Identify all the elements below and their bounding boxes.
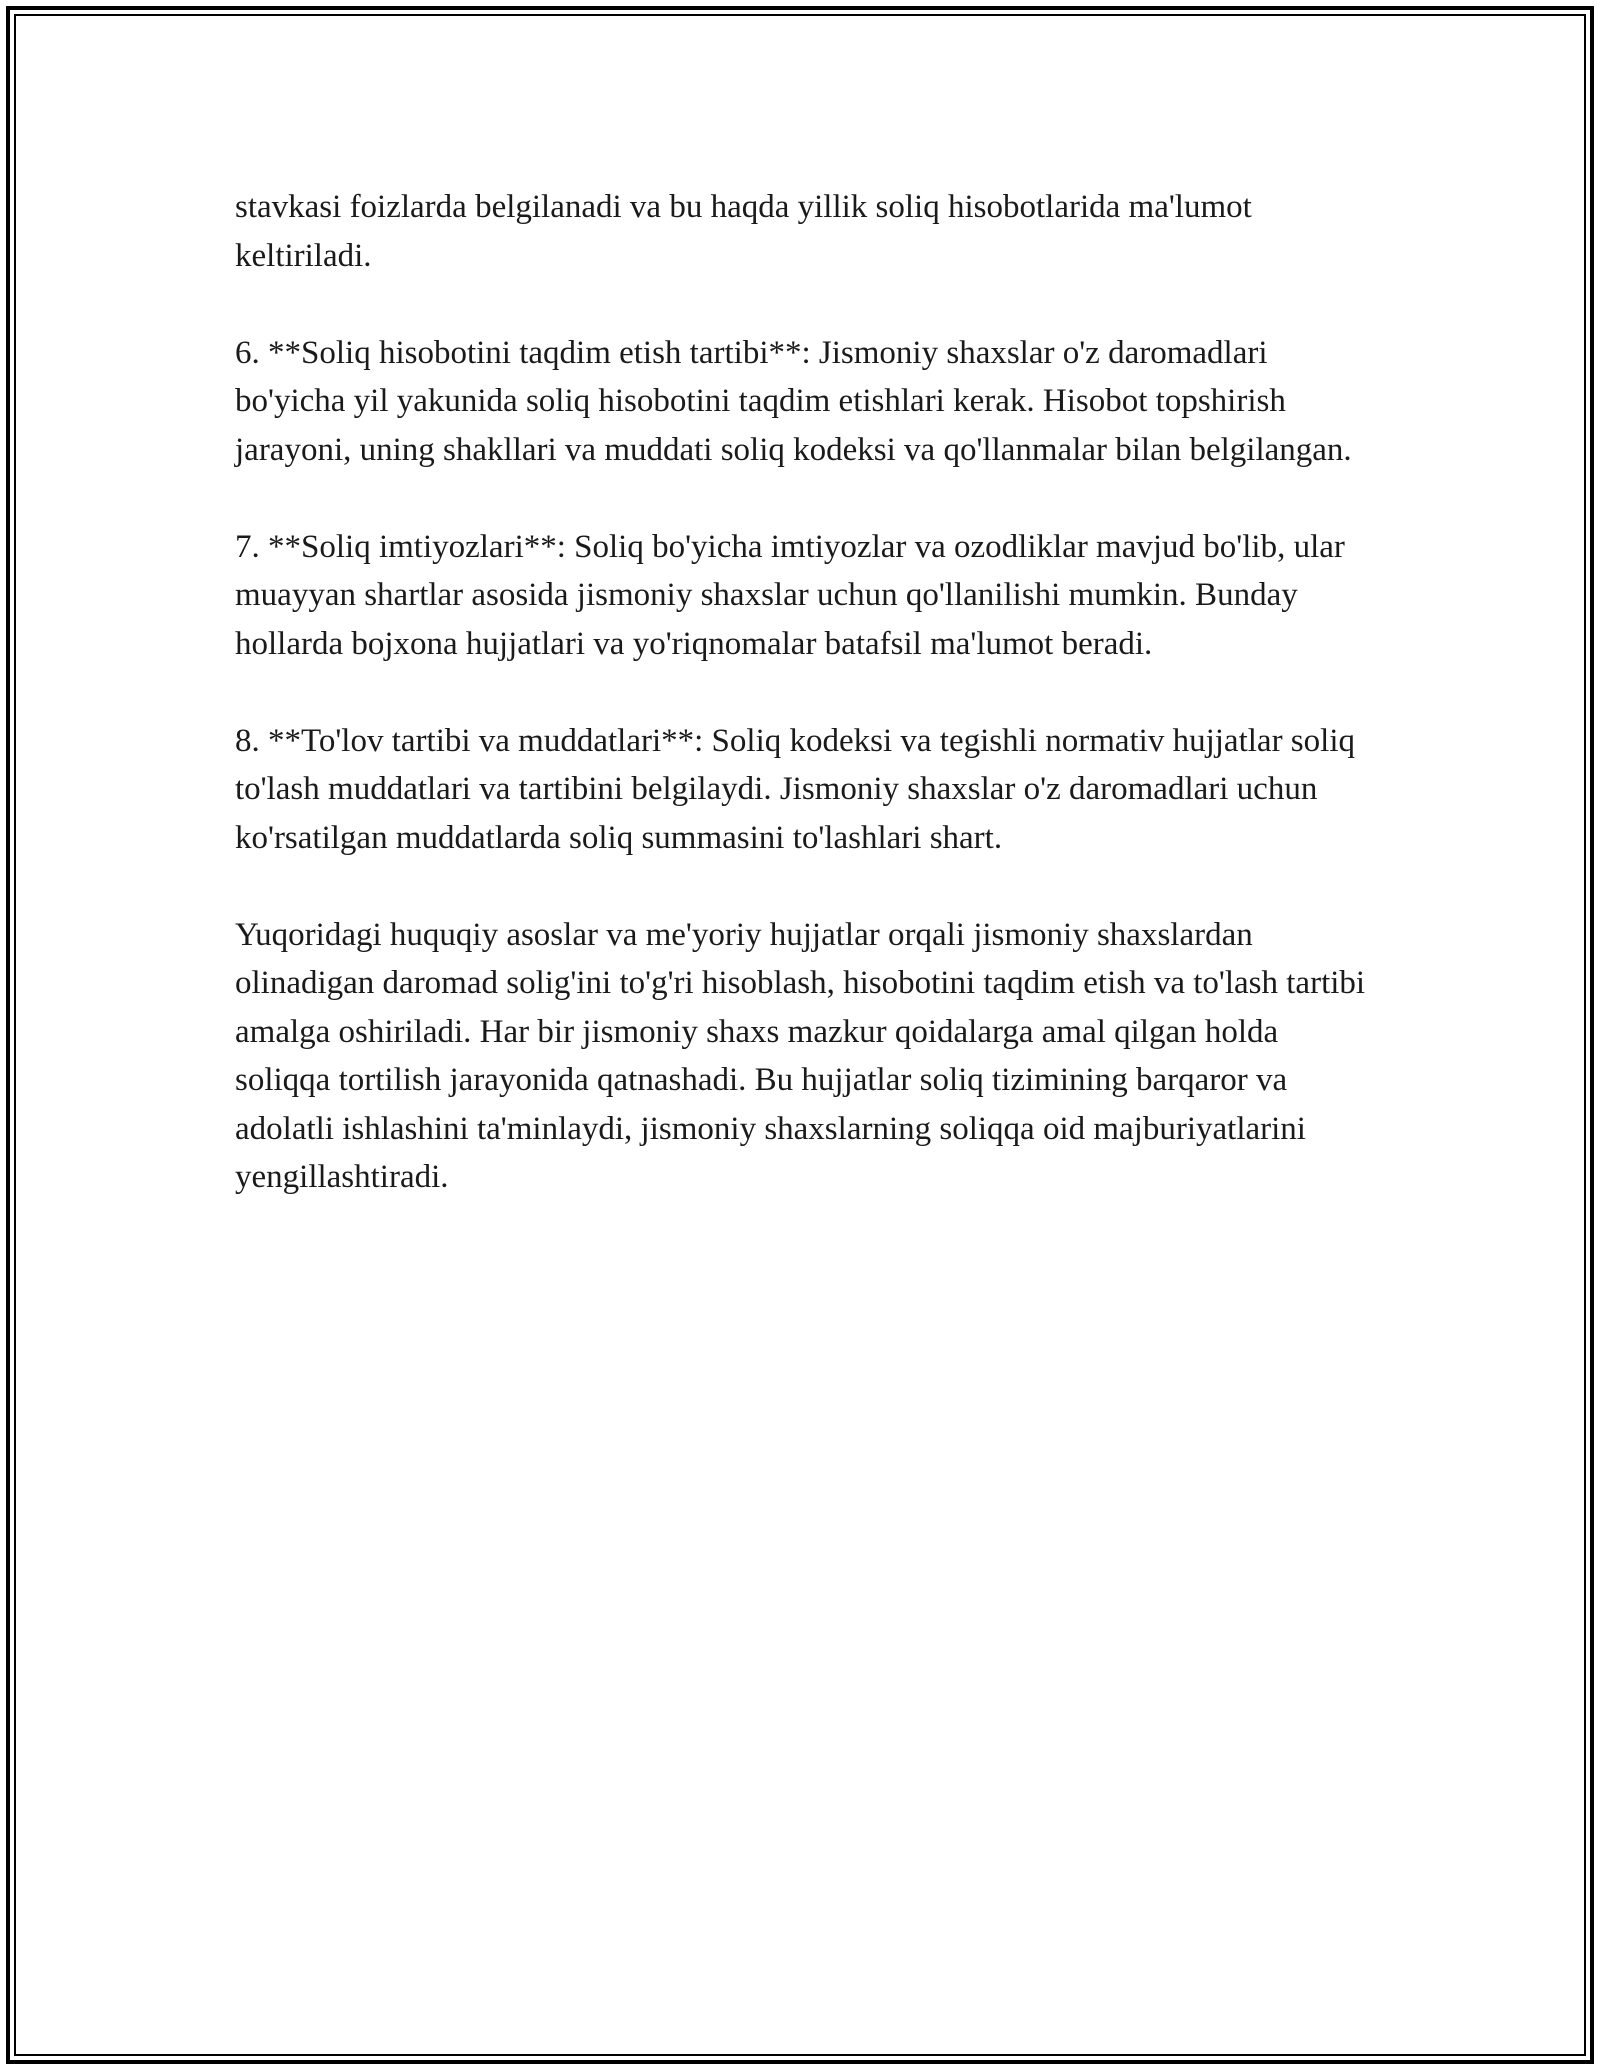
paragraph-item-6: 6. **Soliq hisobotini taqdim etish tartibi**: Jismoniy shaxslar o'z daromadlari bo'yicha yil yakunida soliq hisobotini taqdim etishlari kerak. Hisobot topshirish jarayoni, uning shakllari va muddati soliq kodeksi va qo'llanmalar bilan belgilangan. bbox=[235, 334, 1352, 468]
paragraph-continuation: stavkasi foizlarda belgilanadi va bu haqda yillik soliq hisobotlarida ma'lumot keltiriladi. bbox=[235, 189, 1252, 274]
paragraph-item-7: 7. **Soliq imtiyozlari**: Soliq bo'yicha imtiyozlar va ozodliklar mavjud bo'lib, ular muayyan shartlar asosida jismoniy shaxslar uchun qo'llanilishi mumkin. Bunday hollarda bojxona hujjatlari va yo'riqnomalar batafsil ma'lumot beradi. bbox=[235, 528, 1345, 662]
paragraph-conclusion: Yuqoridagi huquqiy asoslar va me'yoriy hujjatlar orqali jismoniy shaxslardan olinadigan daromad solig'ini to'g'ri hisoblash, hisobotini taqdim etish va to'lash tartibi amalga oshiriladi. Har bir jismoniy shaxs mazkur qoidalarga amal qilgan holda soliqqa tortilish jarayonida qatnashadi. Bu hujjatlar soliq tizimining barqaror va adolatli ishlashini ta'minlaydi, jismoniy shaxslarning soliqqa oid majburiyatlarini yengillashtiradi. bbox=[235, 916, 1366, 1195]
document-body bbox=[235, 183, 1375, 1202]
paragraph-item-8: 8. **To'lov tartibi va muddatlari**: Soliq kodeksi va tegishli normativ hujjatlar soliq to'lash muddatlari va tartibini belgilaydi. Jismoniy shaxslar o'z daromadlari uchun ko'rsatilgan muddatlarda soliq summasini to'lashlari shart. bbox=[235, 722, 1355, 856]
